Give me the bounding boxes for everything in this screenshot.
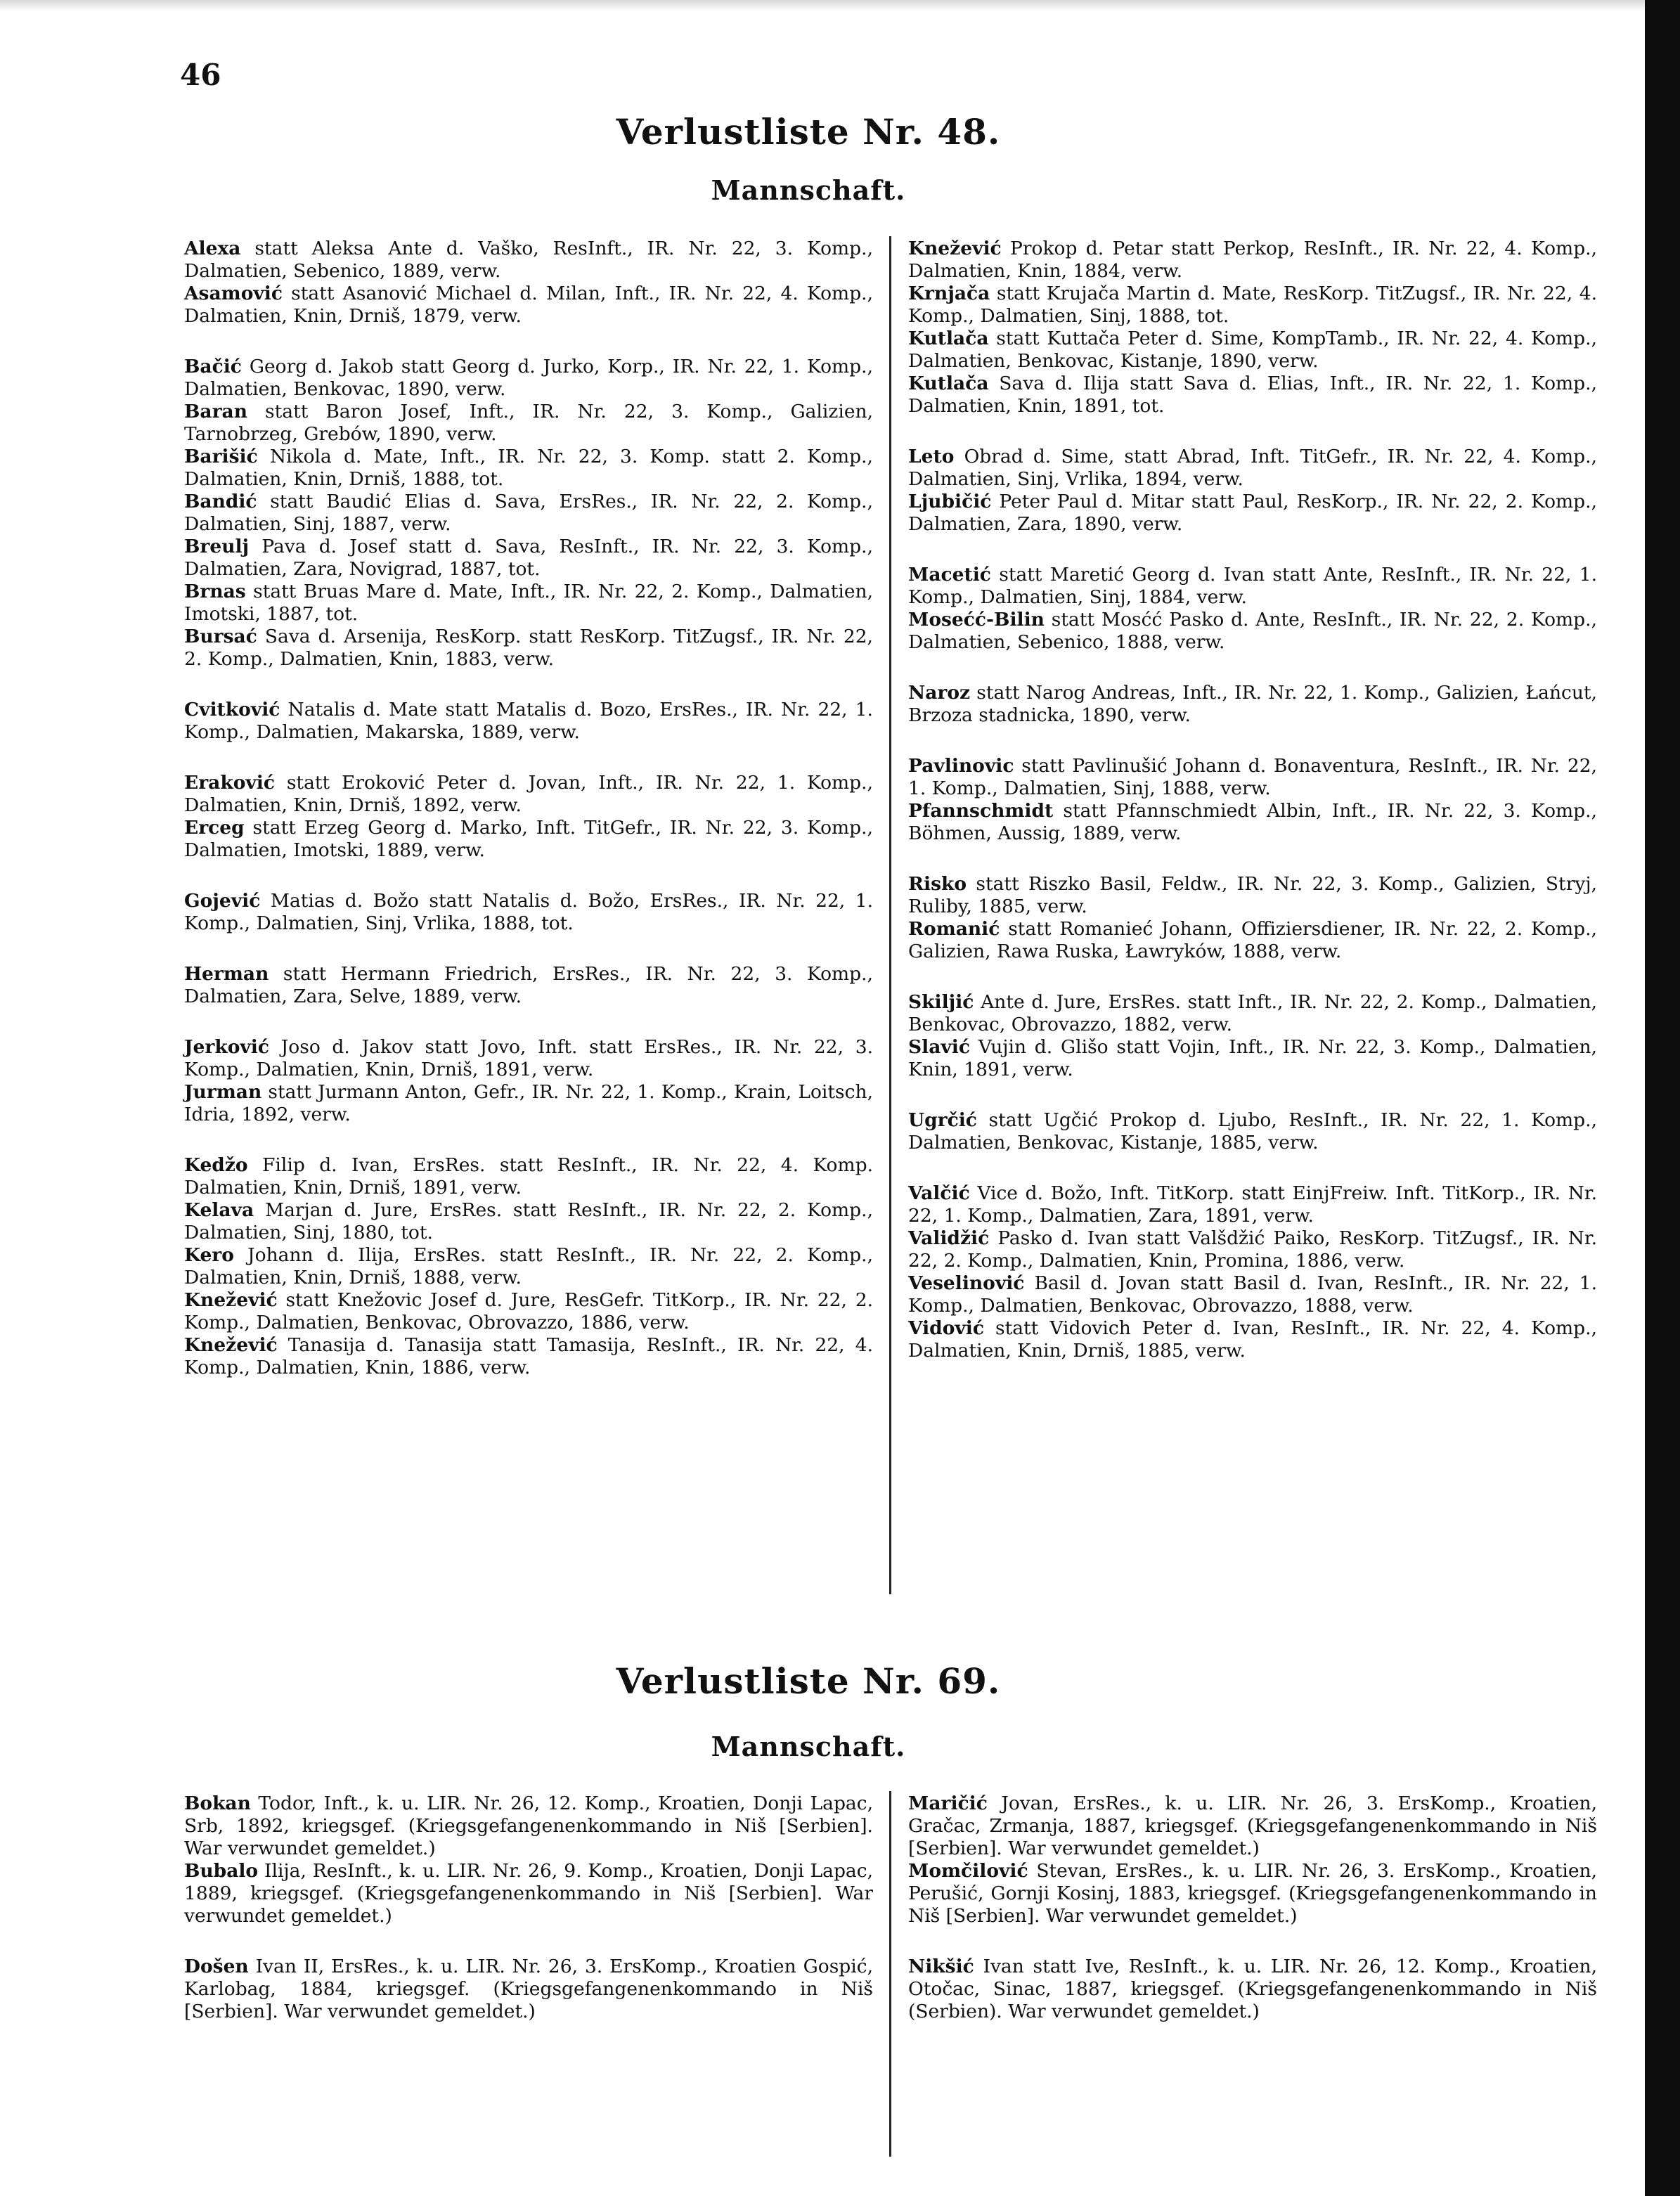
list-item: Mosećć-Bilin statt Mosćć Pasko d. Ante, ResInft., IR. Nr. 22, 2. Komp., Dalmatien, Sebenico, 1888, verw.: [908, 609, 1597, 653]
list-item: Momčilović Stevan, ErsRes., k. u. LIR. Nr. 26, 3. ErsKomp., Kroatien, Perušić, Gornji Kosinj, 1883, kriegsgef. (Kriegsgefangenenkommando in Niš [Serbien]. War verwundet gemeldet.): [908, 1860, 1597, 1927]
list-item: Cvitković Natalis d. Mate statt Matalis d. Bozo, ErsRes., IR. Nr. 22, 1. Komp., Dalmatien, Makarska, 1889, verw.: [184, 699, 873, 743]
list-item: Pavlinovic statt Pavlinušić Johann d. Bonaventura, ResInft., IR. Nr. 22, 1. Komp., Dalmatien, Sinj, 1888, verw.: [908, 755, 1597, 799]
list-item: Bokan Todor, Inft., k. u. LIR. Nr. 26, 12. Komp., Kroatien, Donji Lapac, Srb, 1892, kriegsgef. (Kriegsgefangenenkommando in Niš [Serbien]. War verwundet gemeldet.): [184, 1793, 873, 1859]
list-item: Bubalo Ilija, ResInft., k. u. LIR. Nr. 26, 9. Komp., Kroatien, Donji Lapac, 1889, kriegsgef. (Kriegsgefangenenkommando in Niš [Serbien]. War verwundet gemeldet.): [184, 1860, 873, 1927]
list-item: Risko statt Riszko Basil, Feldw., IR. Nr. 22, 3. Komp., Galizien, Stryj, Ruliby, 1885, verw.: [908, 873, 1597, 917]
column-divider: [889, 236, 891, 1594]
list-item: Baran statt Baron Josef, Inft., IR. Nr. 22, 3. Komp., Galizien, Tarnobrzeg, Grebów, 1890, verw.: [184, 401, 873, 445]
list-item: Bandić statt Baudić Elias d. Sava, ErsRes., IR. Nr. 22, 2. Komp., Dalmatien, Sinj, 1887, verw.: [184, 491, 873, 535]
page-number: 46: [180, 58, 221, 92]
list-item: Validžić Pasko d. Ivan statt Valšdžić Paiko, ResKorp. TitZugsf., IR. Nr. 22, 2. Komp., Dalmatien, Knin, Promina, 1886, verw.: [908, 1227, 1597, 1272]
list-item: Kelava Marjan d. Jure, ErsRes. statt ResInft., IR. Nr. 22, 2. Komp., Dalmatien, Sinj, 1880, tot.: [184, 1199, 873, 1244]
scan-right-edge: [1645, 0, 1680, 2196]
section-title: Verlustliste Nr. 48.: [616, 111, 1001, 153]
list-item: Ugrčić statt Ugčić Prokop d. Ljubo, ResInft., IR. Nr. 22, 1. Komp., Dalmatien, Benkovac, Kistanje, 1885, verw.: [908, 1109, 1597, 1154]
list-item: Naroz statt Narog Andreas, Inft., IR. Nr. 22, 1. Komp., Galizien, Łańcut, Brzoza stadnicka, 1890, verw.: [908, 682, 1597, 726]
list-item: Brnas statt Bruas Mare d. Mate, Inft., IR. Nr. 22, 2. Komp., Dalmatien, Imotski, 1887, tot.: [184, 581, 873, 625]
list-item: Maričić Jovan, ErsRes., k. u. LIR. Nr. 26, 3. ErsKomp., Kroatien, Gračac, Zrmanja, 1887, kriegsgef. (Kriegsgefangenenkommando in Niš [Serbien]. War verwundet gemeldet.): [908, 1793, 1597, 1859]
list-item: Erceg statt Erzeg Georg d. Marko, Inft. TitGefr., IR. Nr. 22, 3. Komp., Dalmatien, Imotski, 1889, verw.: [184, 817, 873, 861]
section-subtitle: Mannschaft.: [711, 174, 906, 206]
list-item: Knežević statt Knežovic Josef d. Jure, ResGefr. TitKorp., IR. Nr. 22, 2. Komp., Dalmatien, Benkovac, Obrovazzo, 1886, verw.: [184, 1289, 873, 1333]
list-item: Macetić statt Maretić Georg d. Ivan statt Ante, ResInft., IR. Nr. 22, 1. Komp., Dalmatien, Sinj, 1884, verw.: [908, 564, 1597, 608]
list-item: Kedžo Filip d. Ivan, ErsRes. statt ResInft., IR. Nr. 22, 4. Komp. Dalmatien, Knin, Drniš, 1891, verw.: [184, 1154, 873, 1199]
list-item: Leto Obrad d. Sime, statt Abrad, Inft. TitGefr., IR. Nr. 22, 4. Komp., Dalmatien, Sinj, Vrlika, 1894, verw.: [908, 446, 1597, 490]
list-item: Kutlača Sava d. Ilija statt Sava d. Elias, Inft., IR. Nr. 22, 1. Komp., Dalmatien, Knin, 1891, tot.: [908, 373, 1597, 417]
scan-top-edge: [0, 0, 1680, 11]
list-item: Breulj Pava d. Josef statt d. Sava, ResInft., IR. Nr. 22, 3. Komp., Dalmatien, Zara, Novigrad, 1887, tot.: [184, 536, 873, 580]
list-item: Herman statt Hermann Friedrich, ErsRes., IR. Nr. 22, 3. Komp., Dalmatien, Zara, Selve, 1889, verw.: [184, 963, 873, 1007]
section-2-left-column: [184, 1793, 873, 2023]
list-item: Asamović statt Asanović Michael d. Milan, Inft., IR. Nr. 22, 4. Komp., Dalmatien, Knin, Drniš, 1879, verw.: [184, 283, 873, 327]
section-2-right-column: [908, 1793, 1597, 2023]
column-divider: [889, 1791, 891, 2157]
list-item: Nikšić Ivan statt Ive, ResInft., k. u. LIR. Nr. 26, 12. Komp., Kroatien, Otočac, Sinac, 1887, kriegsgef. (Kriegsgefangenenkommando in Niš (Serbien). War verwundet gemeldet.): [908, 1956, 1597, 2022]
section-1-right-column: [908, 238, 1597, 1362]
section-subtitle: Mannschaft.: [711, 1731, 906, 1762]
list-item: Vidović statt Vidovich Peter d. Ivan, ResInft., IR. Nr. 22, 4. Komp., Dalmatien, Knin, Drniš, 1885, verw.: [908, 1317, 1597, 1362]
list-item: Ljubičić Peter Paul d. Mitar statt Paul, ResKorp., IR. Nr. 22, 2. Komp., Dalmatien, Zara, 1890, verw.: [908, 491, 1597, 535]
list-item: Alexa statt Aleksa Ante d. Vaško, ResInft., IR. Nr. 22, 3. Komp., Dalmatien, Sebenico, 1889, verw.: [184, 238, 873, 282]
section-1-left-column: [184, 238, 873, 1379]
list-item: Krnjača statt Krujača Martin d. Mate, ResKorp. TitZugsf., IR. Nr. 22, 4. Komp., Dalmatien, Sinj, 1888, tot.: [908, 283, 1597, 327]
list-item: Kutlača statt Kuttača Peter d. Sime, KompTamb., IR. Nr. 22, 4. Komp., Dalmatien, Benkovac, Kistanje, 1890, verw.: [908, 328, 1597, 372]
list-item: Slavić Vujin d. Glišo statt Vojin, Inft., IR. Nr. 22, 3. Komp., Dalmatien, Knin, 1891, verw.: [908, 1036, 1597, 1080]
list-item: Eraković statt Eroković Peter d. Jovan, Inft., IR. Nr. 22, 1. Komp., Dalmatien, Knin, Drniš, 1892, verw.: [184, 772, 873, 816]
list-item: Gojević Matias d. Božo statt Natalis d. Božo, ErsRes., IR. Nr. 22, 1. Komp., Dalmatien, Sinj, Vrlika, 1888, tot.: [184, 890, 873, 934]
list-item: Knežević Prokop d. Petar statt Perkop, ResInft., IR. Nr. 22, 4. Komp., Dalmatien, Knin, 1884, verw.: [908, 238, 1597, 282]
list-item: Bačić Georg d. Jakob statt Georg d. Jurko, Korp., IR. Nr. 22, 1. Komp., Dalmatien, Benkovac, 1890, verw.: [184, 356, 873, 400]
list-item: Jerković Joso d. Jakov statt Jovo, Inft. statt ErsRes., IR. Nr. 22, 3. Komp., Dalmatien, Knin, Drniš, 1891, verw.: [184, 1036, 873, 1080]
list-item: Skiljić Ante d. Jure, ErsRes. statt Inft., IR. Nr. 22, 2. Komp., Dalmatien, Benkovac, Obrovazzo, 1882, verw.: [908, 991, 1597, 1035]
list-item: Romanić statt Romanieć Johann, Offiziersdiener, IR. Nr. 22, 2. Komp., Galizien, Rawa Ruska, Ławryków, 1888, verw.: [908, 918, 1597, 962]
list-item: Pfannschmidt statt Pfannschmiedt Albin, Inft., IR. Nr. 22, 3. Komp., Böhmen, Aussig, 1889, verw.: [908, 800, 1597, 844]
list-item: Kero Johann d. Ilija, ErsRes. statt ResInft., IR. Nr. 22, 2. Komp., Dalmatien, Knin, Drniš, 1888, verw.: [184, 1244, 873, 1288]
list-item: Valčić Vice d. Božo, Inft. TitKorp. statt EinjFreiw. Inft. TitKorp., IR. Nr. 22, 1. Komp., Dalmatien, Zara, 1891, verw.: [908, 1182, 1597, 1227]
list-item: Barišić Nikola d. Mate, Inft., IR. Nr. 22, 3. Komp. statt 2. Komp., Dalmatien, Knin, Drniš, 1888, tot.: [184, 446, 873, 490]
list-item: Veselinović Basil d. Jovan statt Basil d. Ivan, ResInft., IR. Nr. 22, 1. Komp., Dalmatien, Benkovac, Obrovazzo, 1888, verw.: [908, 1272, 1597, 1317]
list-item: Bursać Sava d. Arsenija, ResKorp. statt ResKorp. TitZugsf., IR. Nr. 22, 2. Komp., Dalmatien, Knin, 1883, verw.: [184, 626, 873, 670]
section-title: Verlustliste Nr. 69.: [616, 1660, 1001, 1702]
list-item: Knežević Tanasija d. Tanasija statt Tamasija, ResInft., IR. Nr. 22, 4. Komp., Dalmatien, Knin, 1886, verw.: [184, 1334, 873, 1378]
list-item: Jurman statt Jurmann Anton, Gefr., IR. Nr. 22, 1. Komp., Krain, Loitsch, Idria, 1892, verw.: [184, 1081, 873, 1125]
list-item: Došen Ivan II, ErsRes., k. u. LIR. Nr. 26, 3. ErsKomp., Kroatien Gospić, Karlobag, 1884, kriegsgef. (Kriegsgefangenenkommando in Niš [Serbien]. War verwundet gemeldet.): [184, 1956, 873, 2022]
